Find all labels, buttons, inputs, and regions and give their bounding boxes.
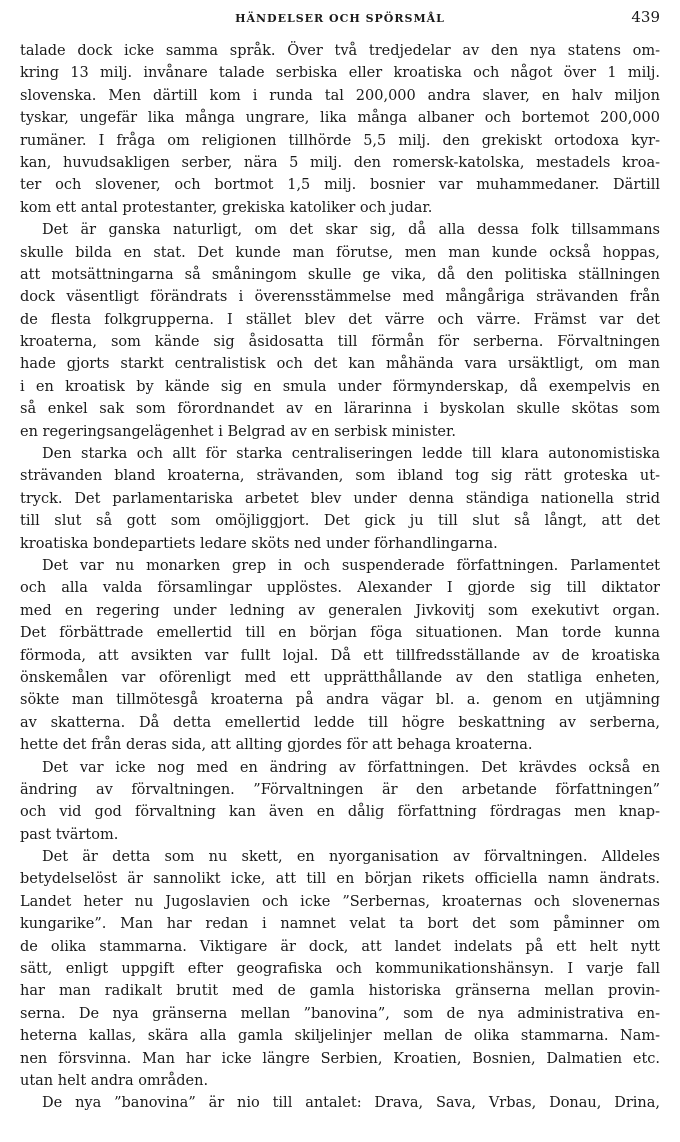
text-line: kring 13 milj. invånare talade serbiska eller kroatiska och något över 1 milj. [20,65,660,82]
text-line: strävanden bland kroaterna, strävanden, som ibland tog sig rätt groteska ut- [20,468,660,485]
text-line: skulle bilda en stat. Det kunde man förutse, men man kunde också hoppas, [20,244,660,261]
text-line: kungarike”. Man har redan i namnet velat ta bort det som påminner om [20,916,660,933]
running-title: HÄNDELSER OCH SPÖRSMÅL [235,12,445,25]
text-line: rumäner. I fråga om religionen tillhörde 5,5 milj. den grekiskt ortodoxa kyr- [20,132,660,149]
text-line: Det var nu monarken grep in och suspenderade författningen. Parlamentet [42,557,660,574]
text-line: hette det från deras sida, att allting gjordes för att behaga kroaterna. [20,737,533,754]
text-line: kroaterna, som kände sig åsidosatta till förmån för serberna. Förvaltningen [20,334,660,351]
page-header [20,6,660,32]
text-line: tyskar, ungefär lika många ungrare, lika många albaner och bortemot 200,000 [20,110,660,127]
text-line: Den starka och allt för starka centraliseringen ledde till klara autonomistiska [42,446,660,463]
text-line: förmoda, att avsikten var fullt lojal. Då ett tillfredsställande av de kroatiska [20,647,660,664]
text-line: heterna kallas, skära alla gamla skiljelinjer mellan de olika stammarna. Nam- [20,1028,660,1045]
text-line: sökte man tillmötesgå kroaterna på andra vägar bl. a. genom en utjämning [20,692,660,709]
text-line: önskemålen var oförenligt med ett upprätthållande av den statliga enheten, [20,669,660,686]
text-line: Det är detta som nu skett, en nyorganisation av förvaltningen. Alldeles [42,849,660,866]
text-line: i en kroatisk by kände sig en smula under förmynderskap, då exempelvis en [20,378,660,395]
text-line: talade dock icke samma språk. Över två tredjedelar av den nya statens om- [20,43,660,59]
text-line: tryck. Det parlamentariska arbetet blev under denna ständiga nationella strid [20,490,660,507]
text-line: har man radikalt brutit med de gamla historiska gränserna mellan provin- [20,983,660,1000]
text-line: av skatterna. Då detta emellertid ledde till högre beskattning av serberna, [20,714,660,731]
text-line: en regeringsangelägenhet i Belgrad av en serbisk minister. [20,423,456,440]
text-line: hade gjorts starkt centralistisk och det kan måhända vara ursäktligt, om man [20,356,660,373]
text-line: Det är ganska naturligt, om det skar sig, då alla dessa folk tillsammans [42,222,660,239]
text-line: så enkel sak som förordnandet av en lärarinna i byskolan skulle skötas som [20,401,660,418]
text-line: betydelselöst är sannolikt icke, att till en början rikets officiella namn ändrats. [20,871,660,888]
text-line: Det var icke nog med en ändring av författningen. Det krävdes också en [42,759,660,776]
text-line: nen försvinna. Man har icke längre Serbien, Kroatien, Bosnien, Dalmatien etc. [20,1050,660,1067]
text-line: Det förbättrade emellertid till en början föga situationen. Man torde kunna [20,625,660,642]
text-line: De nya ”banovina” är nio till antalet: Drava, Sava, Vrbas, Donau, Drina, [42,1095,660,1112]
text-line: och alla valda församlingar upplöstes. Alexander I gjorde sig till diktator [20,580,660,597]
page-number: 439 [631,8,660,26]
text-line: till slut så gott som omöjliggjort. Det gick ju till slut så långt, att det [20,513,660,530]
text-line: att motsättningarna så småningom skulle ge vika, då den politiska ställningen [20,266,660,283]
text-line: utan helt andra områden. [20,1072,209,1089]
text-line: ter och slovener, och bortmot 1,5 milj. bosnier var muhammedaner. Därtill [20,177,660,194]
text-line: past tvärtom. [20,826,119,843]
text-line: och vid god förvaltning kan även en dålig författning fördragas men knap- [20,804,660,821]
body-text [20,40,660,1115]
text-line: kan, huvudsakligen serber, nära 5 milj. den romersk-katolska, mestadels kroa- [20,154,660,171]
text-line: sätt, enligt uppgift efter geografiska och kommunikationshänsyn. I varje fall [20,961,660,978]
text-line: serna. De nya gränserna mellan ”banovina”, som de nya administrativa en- [20,1005,660,1022]
text-line: Landet heter nu Jugoslavien och icke ”Serbernas, kroaternas och slovenernas [20,893,660,910]
text-line: de flesta folkgrupperna. I stället blev det värre och värre. Främst var det [20,311,660,328]
text-line: dock väsentligt förändrats i överensstämmelse med mångåriga strävanden från [20,289,660,306]
text-line: kom ett antal protestanter, grekiska katoliker och judar. [20,199,433,216]
text-line: de olika stammarna. Viktigare är dock, att landet indelats på ett helt nytt [20,938,660,955]
text-line: ändring av förvaltningen. ”Förvaltningen är den arbetande författningen” [20,781,660,798]
text-line: slovenska. Men därtill kom i runda tal 200,000 andra slaver, en halv miljon [20,87,660,104]
text-line: med en regering under ledning av generalen Jivkovitj som exekutivt organ. [20,602,660,619]
text-line: kroatiska bondepartiets ledare sköts ned under förhandlingarna. [20,535,498,552]
